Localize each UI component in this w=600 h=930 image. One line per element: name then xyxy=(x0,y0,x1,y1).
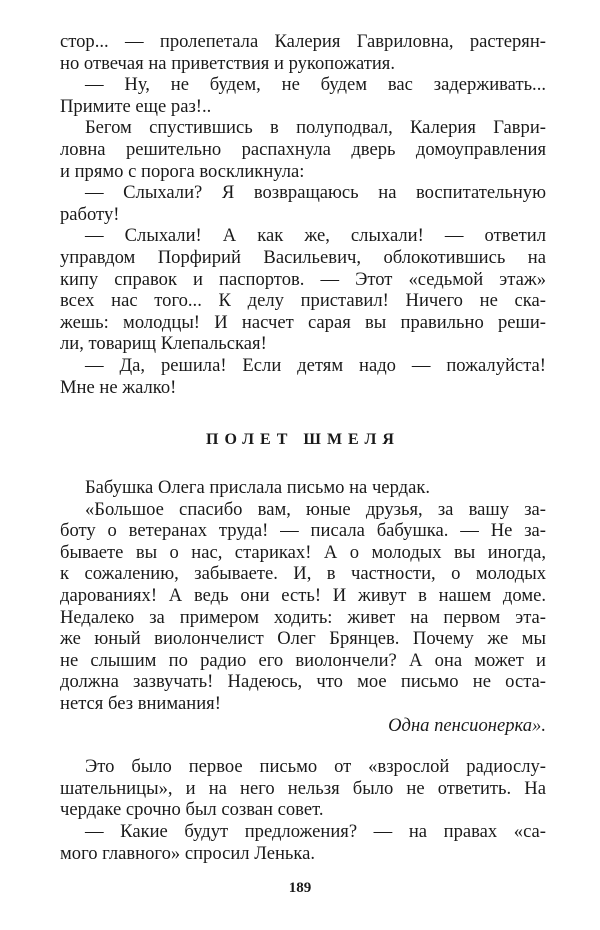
chapter-heading: ПОЛЕТ ШМЕЛЯ xyxy=(206,431,400,449)
text-line: но отвечая на приветствия и рукопожатия. xyxy=(60,52,395,74)
text-line: «Большое спасибо вам, юные друзья, за вашу за- xyxy=(85,498,546,520)
text-line: жешь: молодцы! И насчет сарая вы правильно реши- xyxy=(60,311,546,333)
paragraph xyxy=(60,756,546,821)
text-line: кипу справок и паспортов. — Этот «седьмой этаж» xyxy=(60,268,546,290)
text-line: Бегом спустившись в полуподвал, Калерия Гаври- xyxy=(85,117,546,139)
paragraph xyxy=(60,31,546,74)
text-line: и прямо с порога воскликнула: xyxy=(60,160,305,182)
paragraph xyxy=(60,225,546,355)
paragraph xyxy=(60,355,546,398)
text-line: всех нас того... К делу приставил! Ничего не ска- xyxy=(60,290,546,312)
paragraph xyxy=(60,74,546,117)
text-line: Недалеко за примером ходить: живет на первом эта- xyxy=(60,606,546,628)
text-line: ловна решительно распахнула дверь домоуправления xyxy=(60,138,546,160)
paragraph xyxy=(60,499,546,715)
text-line: — Ну, не будем, не будем вас задерживать... xyxy=(85,74,546,96)
paragraph xyxy=(60,182,546,225)
text-line: нется без внимания! xyxy=(60,693,221,715)
text-line: не слышим по радио его виолончели? А она может и xyxy=(60,649,546,671)
text-line: дарованиях! А ведь они есть! И живут в нашем доме. xyxy=(60,585,546,607)
text-line: — Да, решила! Если детям надо — пожалуйста! xyxy=(85,354,546,376)
text-line: боту о ветеранах труда! — писала бабушка. — Не за- xyxy=(60,520,546,542)
text-line: чердаке срочно был созван совет. xyxy=(60,799,324,821)
text-line: ли, товарищ Клепальская! xyxy=(60,333,267,355)
paragraph xyxy=(60,117,546,182)
text-line: управдом Порфирий Васильевич, облокотившись на xyxy=(60,246,546,268)
text-line: мого главного» спросил Ленька. xyxy=(60,842,316,864)
page-body xyxy=(60,31,546,864)
text-line: работу! xyxy=(60,203,120,225)
text-line: стор... — пролепетала Калерия Гавриловна, растерян- xyxy=(60,31,546,52)
text-line: Примите еще раз!.. xyxy=(60,95,212,117)
text-line: же юный виолончелист Олег Брянцев. Почему же мы xyxy=(60,628,546,650)
section-spacer xyxy=(60,736,546,756)
text-line: Бабушка Олега прислала письмо на чердак. xyxy=(85,477,431,499)
text-line: должна зазвучать! Надеюсь, что мое письмо не оста- xyxy=(60,671,546,693)
text-line: — Слыхали! А как же, слыхали! — ответил xyxy=(85,225,546,247)
text-line: Это было первое письмо от «взрослой радиослу- xyxy=(85,756,546,778)
paragraph xyxy=(60,477,546,499)
page-number: 189 xyxy=(288,880,312,896)
text-line: шательницы», и на него нельзя было не ответить. На xyxy=(60,777,546,799)
text-line: к сожалению, забываете. И, в частности, о молодых xyxy=(60,563,546,585)
text-line: — Слыхали? Я возвращаюсь на воспитательную xyxy=(85,182,546,204)
text-line: бываете вы о нас, стариках! А о молодых вы иногда, xyxy=(60,541,546,563)
letter-signature: Одна пенсионерка». xyxy=(388,714,546,736)
text-line: — Какие будут предложения? — на правах «са- xyxy=(85,821,546,842)
paragraph xyxy=(60,821,546,864)
text-line: Мне не жалко! xyxy=(60,376,177,398)
